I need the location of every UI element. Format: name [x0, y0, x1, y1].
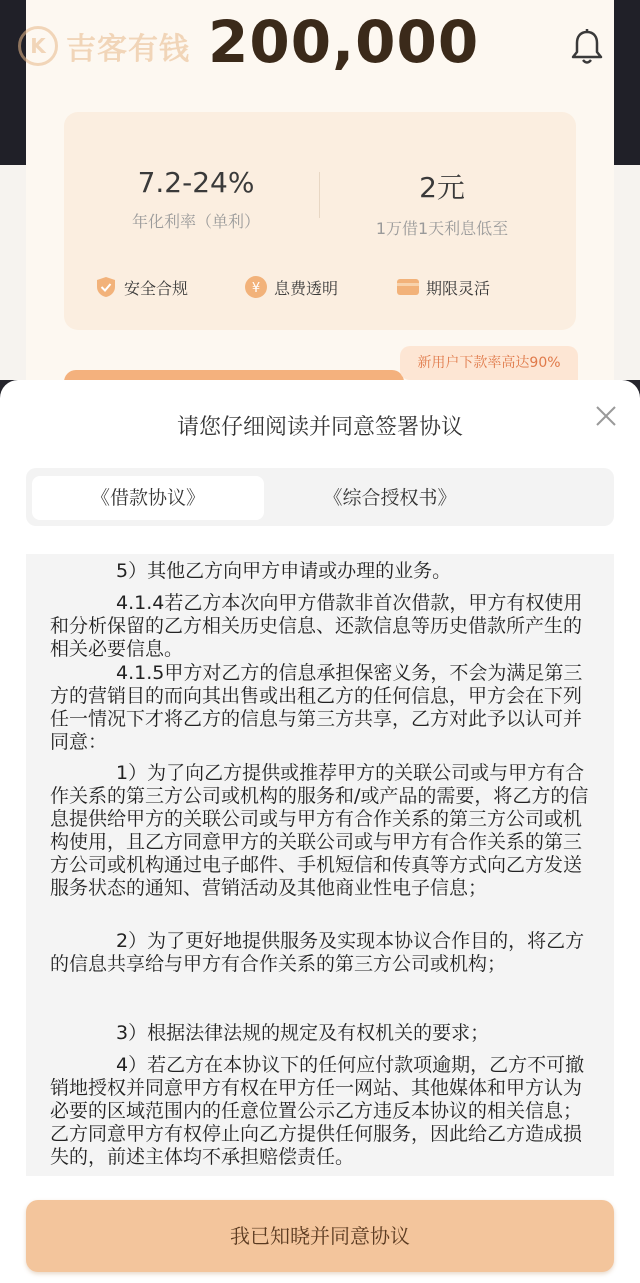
loan-amount: 200,000: [208, 8, 480, 76]
interest-label: 1万借1天利息低至: [375, 219, 509, 238]
agree-button[interactable]: 我已知晓并同意协议: [26, 1200, 614, 1272]
rate-value: 7.2-24%: [137, 166, 255, 199]
interest-stat: [332, 166, 552, 239]
card-icon: [396, 275, 420, 299]
rate-label: 年化利率（单利）: [131, 212, 260, 231]
agreement-paragraph: 2）为了更好地提供服务及实现本协议合作目的，将乙方的信息共享给与甲方有合作关系的第三方公司或机构；: [50, 930, 585, 975]
logo-text: 吉客有钱: [66, 32, 190, 67]
agreement-paragraph: 4.1.4若乙方本次向甲方借款非首次借款，甲方有权使用和分析保留的乙方相关历史信息、还款信息等历史借款所产生的相关必要信息。: [50, 592, 583, 660]
agreement-paragraph: 4）若乙方在本协议下的任何应付款项逾期，乙方不可撤销地授权并同意甲方有权在甲方任一网站、其他媒体和甲方认为必要的区域范围内的任意位置公示乙方违反本协议的相关信息；乙方同意甲方有权停止向乙方提供任何服务，因此给乙方造成损失的，前述主体均不承担赔偿责任。: [50, 1054, 585, 1168]
agreement-text[interactable]: [26, 554, 614, 1176]
app-logo: [18, 24, 190, 68]
agreement-paragraph: 4.1.5甲方对乙方的信息承担保密义务，不会为满足第三方的营销目的而向其出售或出租乙方的任何信息，甲方会在下列任一情况下才将乙方的信息与第三方共享，乙方对此予以认可并同意：: [50, 662, 583, 753]
promo-badge: 新用户下款率高达90%: [400, 346, 578, 380]
backdrop-right: [614, 0, 640, 165]
feature-safe: [94, 275, 188, 299]
feature-label: 期限灵活: [426, 278, 491, 298]
agreement-paragraph: 5）其他乙方向甲方申请或办理的业务。: [116, 560, 452, 582]
feature-label: 安全合规: [124, 278, 189, 298]
agreement-paragraph: 3）根据法律法规的规定及有权机关的要求；: [116, 1022, 490, 1044]
shield-icon: [94, 275, 118, 299]
feature-label: 息费透明: [274, 278, 339, 298]
logo-mark-icon: K: [18, 26, 58, 66]
feature-fee: [244, 275, 338, 299]
bell-icon[interactable]: [570, 28, 604, 66]
agreement-paragraph: 1）为了向乙方提供或推荐甲方的关联公司或与甲方有合作关系的第三方公司或机构的服务和/或产品的需要，将乙方的信息提供给甲方的关联公司或与甲方有合作关系的第三方公司或机构使用，且乙方同意甲方的关联公司或与甲方有合作关系的第三方公司或机构通过电子邮件、手机短信和传真等方式向乙方发送服务状态的通知、营销活动及其他商业性电子信息；: [50, 762, 589, 899]
svg-text:¥: ¥: [251, 281, 261, 296]
tab-authorization[interactable]: 《综合授权书》: [323, 487, 457, 509]
stat-divider: [319, 172, 320, 218]
feature-term: [396, 275, 490, 299]
yen-coin-icon: [244, 275, 268, 299]
close-icon[interactable]: [594, 404, 618, 428]
interest-value: 2元: [419, 171, 465, 204]
sheet-title: 请您仔细阅读并同意签署协议: [176, 415, 463, 440]
tab-loan-agreement[interactable]: 《借款协议》: [32, 476, 264, 520]
rate-stat: [86, 166, 306, 232]
